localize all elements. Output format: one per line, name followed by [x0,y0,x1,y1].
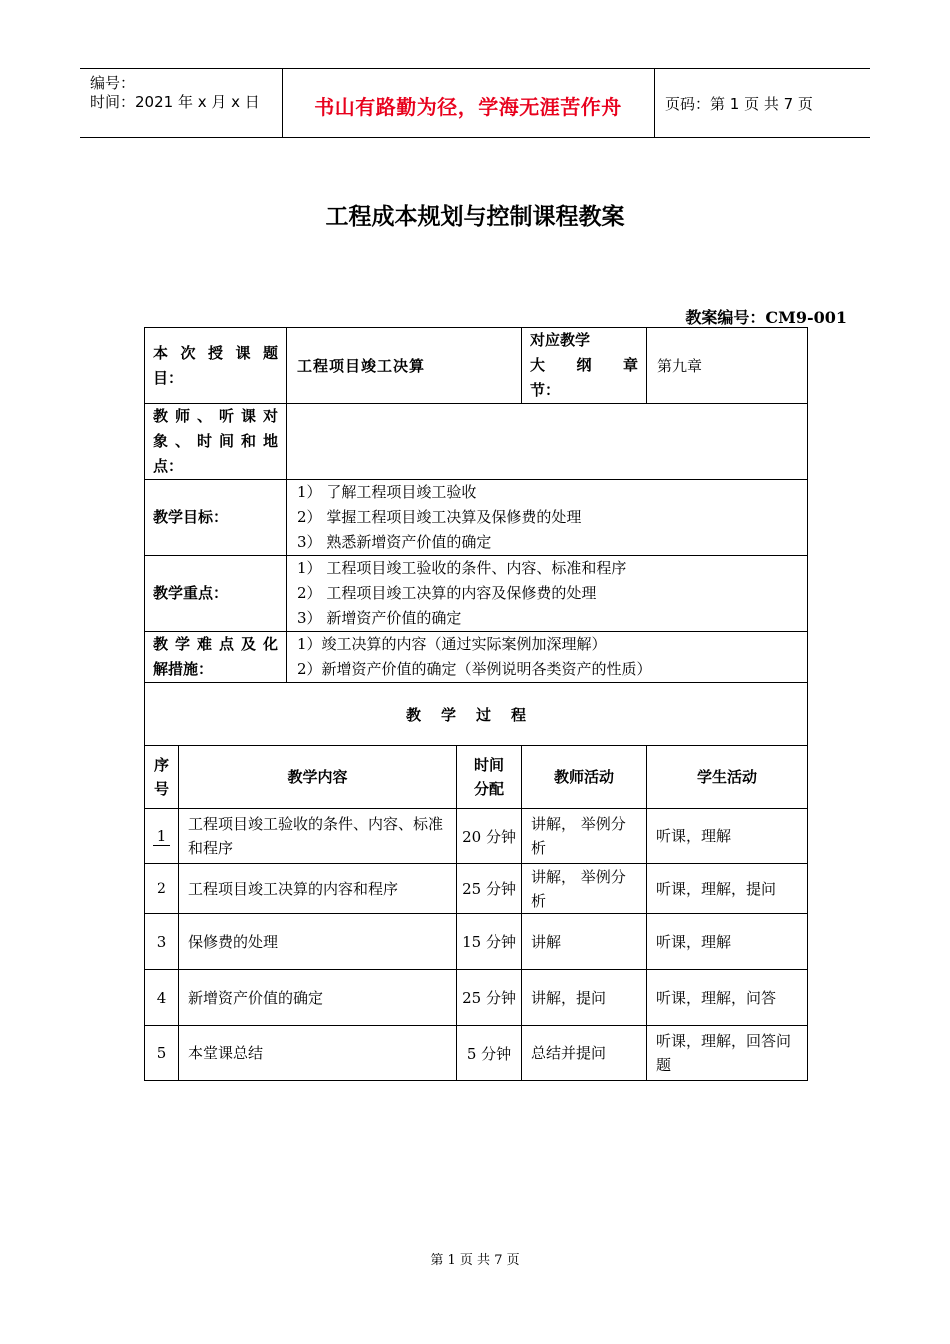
header-page-cell [655,69,870,137]
difficulty-item: 1）竣工决算的内容（通过实际案例加深理解） [297,635,607,653]
outline-value: 第九章 [647,328,808,404]
goals-row [145,480,808,556]
row-time: 5 分钟 [457,1026,522,1081]
topic-value: 工程项目竣工决算 [287,328,522,404]
key-item: 3） 新增资产价值的确定 [297,609,462,627]
row-student-activity: 听课，理解，回答问题 [647,1026,808,1081]
row-student-activity: 听课，理解，问答 [647,970,808,1026]
key-item: 1） 工程项目竣工验收的条件、内容、标准和程序 [297,559,627,577]
table-row [145,914,808,970]
row-number: 5 [145,1026,179,1081]
keys-row [145,556,808,632]
row-teacher-activity: 讲解 [522,914,647,970]
motto-text: 书山有路勤为径，学海无涯苦作舟 [314,95,622,119]
row-time: 15 分钟 [457,914,522,970]
row-student-activity: 听课，理解 [647,914,808,970]
col-teacher-header: 教师活动 [522,746,647,809]
topic-row [145,328,808,404]
process-heading: 教学过程 [145,683,808,746]
goals-list [287,480,808,556]
topic-label: 本次授课题 目： [145,328,287,404]
teacher-value [287,404,808,480]
difficulty-label: 教学难点及化 解措施： [145,632,287,683]
process-header-row [145,746,808,809]
header-page-number: 页码：第 1 页 共 7 页 [665,95,813,113]
row-content: 工程项目竣工验收的条件、内容、标准和程序 [179,809,457,864]
row-time: 20 分钟 [457,809,522,864]
teacher-row [145,404,808,480]
row-content: 工程项目竣工决算的内容和程序 [179,864,457,914]
difficulty-item: 2）新增资产价值的确定（举例说明各类资产的性质） [297,660,652,678]
row-content: 新增资产价值的确定 [179,970,457,1026]
row-time: 25 分钟 [457,864,522,914]
goal-item: 3） 熟悉新增资产价值的确定 [297,533,492,551]
row-student-activity: 听课，理解，提问 [647,864,808,914]
col-seq-header: 序 号 [145,746,179,809]
goal-item: 2） 掌握工程项目竣工决算及保修费的处理 [297,508,582,526]
row-teacher-activity: 讲解， 举例分析 [522,809,647,864]
document-title: 工程成本规划与控制课程教案 [325,204,625,230]
col-time-header: 时间 分配 [457,746,522,809]
row-content: 本堂课总结 [179,1026,457,1081]
row-number: 3 [145,914,179,970]
difficulty-row [145,632,808,683]
page-footer: 第 1 页 共 7 页 [430,1253,520,1268]
row-time: 25 分钟 [457,970,522,1026]
lesson-plan-table [144,327,808,1081]
table-row [145,1026,808,1081]
document-number-label: 编号： [90,74,136,92]
header-meta-cell [80,69,283,137]
row-number: 2 [145,864,179,914]
lesson-plan-code: 教案编号：CM9-001 [685,308,847,327]
row-teacher-activity: 讲解， 举例分析 [522,864,647,914]
goal-item: 1） 了解工程项目竣工验收 [297,483,477,501]
outline-label: 对应教学 大 纲 章 节： [522,328,647,404]
table-row [145,970,808,1026]
row-student-activity: 听课，理解 [647,809,808,864]
key-item: 2） 工程项目竣工决算的内容及保修费的处理 [297,584,597,602]
row-number: 4 [145,970,179,1026]
header-motto-cell [282,69,655,137]
table-row [145,809,808,864]
col-content-header: 教学内容 [179,746,457,809]
table-row [145,864,808,914]
keys-label: 教学重点： [145,556,287,632]
row-content: 保修费的处理 [179,914,457,970]
keys-list [287,556,808,632]
difficulty-list [287,632,808,683]
document-time-label: 时间：2021 年 x 月 x 日 [90,93,260,111]
col-student-header: 学生活动 [647,746,808,809]
goals-label: 教学目标： [145,480,287,556]
teacher-label: 教师、听课对 象、时间和地 点： [145,404,287,480]
page-header [80,68,870,138]
row-number: 1 [145,809,179,864]
row-teacher-activity: 总结并提问 [522,1026,647,1081]
process-heading-row [145,683,808,746]
row-teacher-activity: 讲解，提问 [522,970,647,1026]
